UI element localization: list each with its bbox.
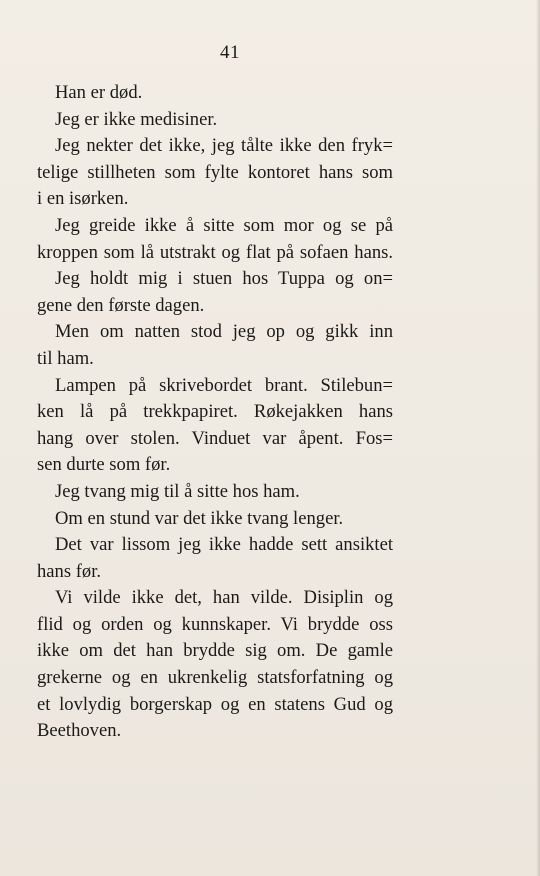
text-line: Vi vilde ikke det, han vilde. Disiplin og bbox=[55, 587, 393, 609]
text-line: Om en stund var det ikke tvang lenger. bbox=[55, 507, 344, 529]
body-text bbox=[37, 80, 393, 745]
text-line: Han er død. bbox=[55, 82, 143, 103]
text-line: telige stillheten som fylte kontoret hans som bbox=[37, 161, 393, 183]
text-line: Beethoven. bbox=[37, 720, 122, 742]
text-line: et lovlydig borgerskap og en statens Gud og bbox=[37, 693, 393, 715]
text-line: hans før. bbox=[37, 560, 102, 582]
text-line: Det var lissom jeg ikke hadde sett ansiktet bbox=[55, 534, 393, 556]
text-line: Jeg greide ikke å sitte som mor og se på bbox=[55, 214, 393, 236]
text-line: til ham. bbox=[37, 347, 94, 369]
text-line: Jeg tvang mig til å sitte hos ham. bbox=[55, 480, 300, 502]
text-line: ken lå på trekkpapiret. Røkejakken hans bbox=[37, 401, 393, 423]
text-line: gene den første dagen. bbox=[37, 294, 205, 316]
text-line: Lampen på skrivebordet brant. Stilebun= bbox=[55, 374, 393, 396]
text-line: ikke om det han brydde sig om. De gamle bbox=[37, 640, 393, 662]
text-line: Jeg nekter det ikke, jeg tålte ikke den fryk= bbox=[55, 135, 393, 157]
page-edge-shadow bbox=[536, 0, 540, 876]
text-line: flid og orden og kunnskaper. Vi brydde oss bbox=[37, 613, 393, 635]
text-line: kroppen som lå utstrakt og flat på sofaen hans. bbox=[37, 241, 393, 263]
text-line: Jeg holdt mig i stuen hos Tuppa og on= bbox=[55, 268, 393, 290]
page-number: 41 bbox=[220, 42, 240, 63]
text-line: hang over stolen. Vinduet var åpent. Fos= bbox=[37, 427, 393, 449]
text-line: Jeg er ikke medisiner. bbox=[55, 108, 218, 130]
text-line: i en isørken. bbox=[37, 188, 129, 210]
text-line: sen durte som før. bbox=[37, 454, 171, 476]
text-line: Men om natten stod jeg op og gikk inn bbox=[55, 321, 393, 343]
text-line: grekerne og en ukrenkelig statsforfatning og bbox=[37, 667, 393, 689]
